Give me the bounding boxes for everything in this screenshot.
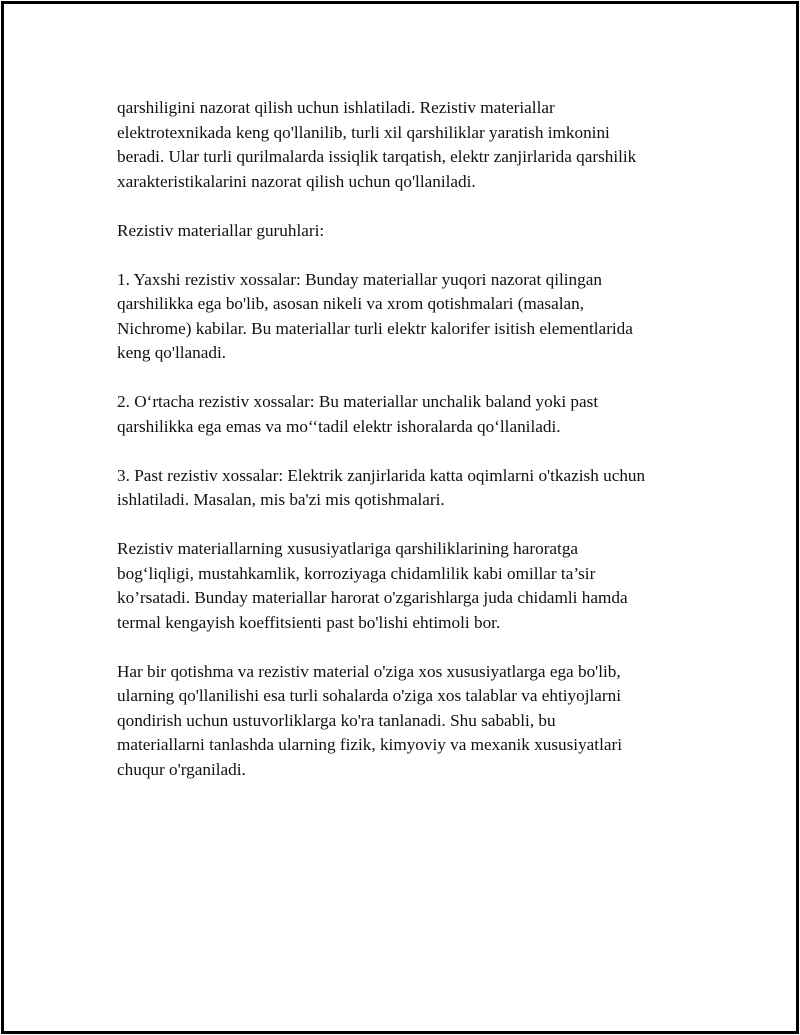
paragraph-properties xyxy=(117,537,707,635)
text-line: Nichrome) kabilar. Bu materiallar turli elektr kalorifer isitish elementlarida xyxy=(117,318,633,338)
text-line: ularning qo'llanilishi esa turli sohalarda o'ziga xos talablar va ehtiyojlarni xyxy=(117,686,622,705)
text-line: 1. Yaxshi rezistiv xossalar: Bunday materiallar yuqori nazorat qilingan xyxy=(117,269,602,289)
text-line: bog‘liqligi, mustahkamlik, korroziyaga chidamlilik kabi omillar ta’sir xyxy=(117,563,596,583)
text-line: Har bir qotishma va rezistiv material o'ziga xos xususiyatlarga ega bo'lib, xyxy=(117,661,621,681)
text-line: termal kengayish koeffitsienti past bo'lishi ehtimoli bor. xyxy=(117,612,501,632)
text-line: Rezistiv materiallar guruhlari: xyxy=(117,220,325,240)
text-line: 3. Past rezistiv xossalar: Elektrik zanjirlarida katta oqimlarni o'tkazish uchun xyxy=(117,465,646,485)
text-line: Rezistiv materiallarning xususiyatlariga qarshiliklarining haroratga xyxy=(117,539,579,558)
text-line: qarshilikka ega emas va mo‘‘tadil elektr ishoralarda qo‘llaniladi. xyxy=(117,416,561,436)
text-line: xarakteristikalarini nazorat qilish uchun qo'llaniladi. xyxy=(117,171,476,191)
text-line: chuqur o'rganiladi. xyxy=(117,759,246,779)
text-line: beradi. Ular turli qurilmalarda issiqlik tarqatish, elektr zanjirlarida qarshilik xyxy=(117,147,637,166)
list-item-good-resistive xyxy=(117,268,707,366)
text-line: 2. O‘rtacha rezistiv xossalar: Bu materiallar unchalik baland yoki past xyxy=(117,392,599,411)
text-line: qarshiligini nazorat qilish uchun ishlatiladi. Rezistiv materiallar xyxy=(117,98,555,117)
text-line: ko’rsatadi. Bunday materiallar harorat o'zgarishlarga juda chidamli hamda xyxy=(117,588,628,607)
text-line: qondirish uchun ustuvorliklarga ko'ra tanlanadi. Shu sababli, bu xyxy=(117,710,556,730)
list-item-low-resistive xyxy=(117,464,707,513)
list-item-medium-resistive xyxy=(117,390,707,439)
text-line: elektrotexnikada keng qo'llanilib, turli xil qarshiliklar yaratish imkonini xyxy=(117,122,610,142)
text-line: materiallarni tanlashda ularning fizik, kimyoviy va mexanik xususiyatlari xyxy=(117,735,622,754)
text-line: ishlatiladi. Masalan, mis ba'zi mis qotishmalari. xyxy=(117,490,445,509)
section-heading-groups xyxy=(117,219,707,244)
document-body xyxy=(117,96,707,807)
text-line: keng qo'llanadi. xyxy=(117,343,227,362)
paragraph-conclusion xyxy=(117,660,707,783)
paragraph-intro-continuation xyxy=(117,96,707,194)
text-line: qarshilikka ega bo'lib, asosan nikeli va xrom qotishmalari (masalan, xyxy=(117,294,585,313)
page-border xyxy=(1,1,799,1034)
